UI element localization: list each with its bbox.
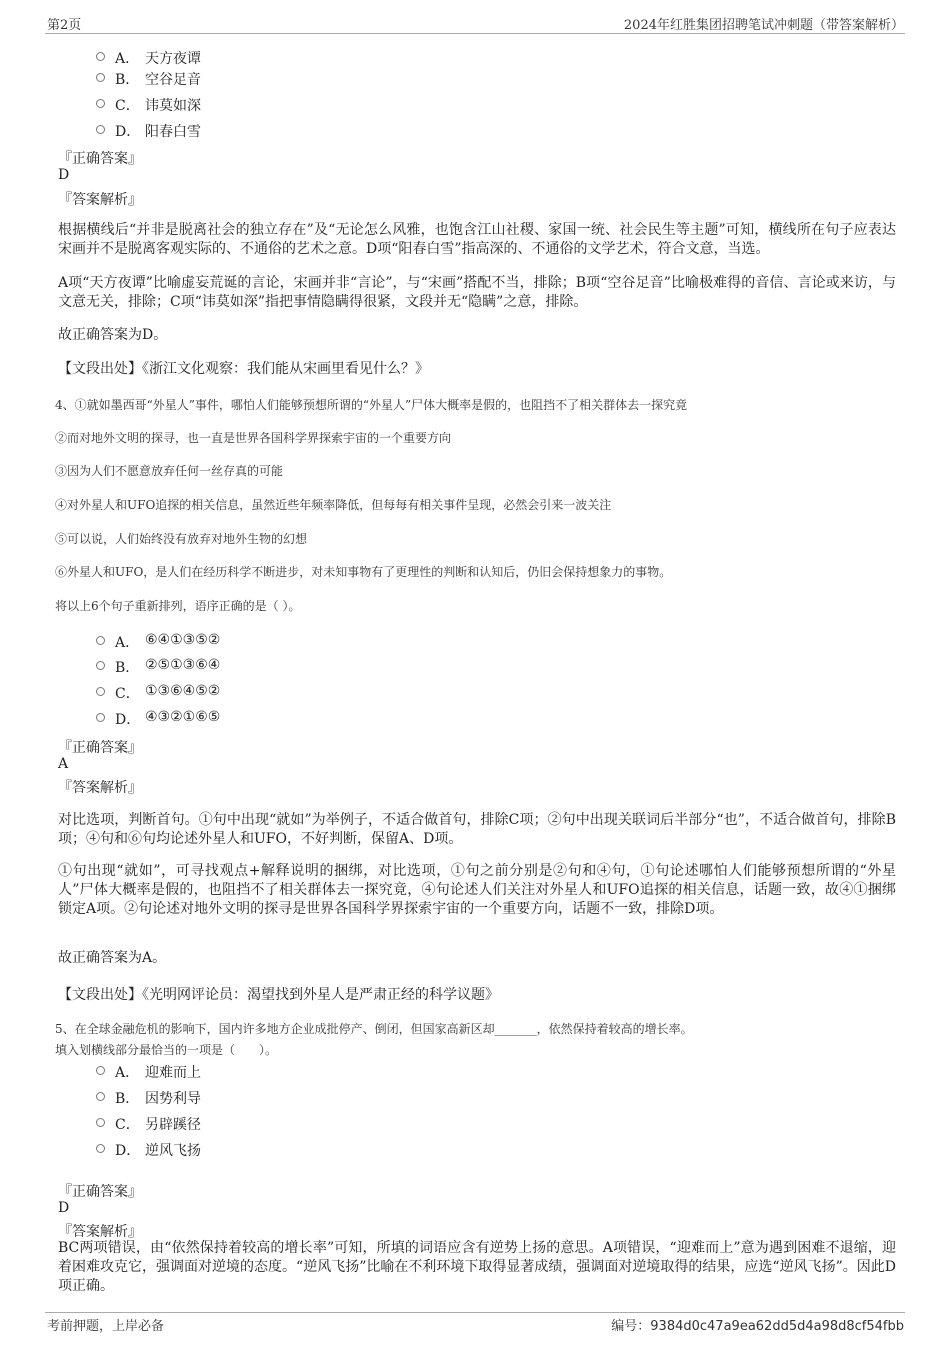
q4-sentence-5: ⑤可以说，人们始终没有放弃对地外生物的幻想 [55, 532, 308, 546]
radio-icon[interactable] [96, 661, 105, 670]
q4-analysis-para-3: 故正确答案为A。 [58, 950, 167, 966]
page-number: 第2页 [47, 18, 82, 33]
q5-analysis-para-1: BC两项错误，由“依然保持着较高的增长率”可知，所填的词语应含有逆势上扬的意思。A项错误，“迎难而上”意为遇到困难不退缩，迎着困难攻克它，强调面对逆境的态度。“逆风飞扬”比喻在不利环境下取得显著成绩，强调面对逆境取得的结果，应选“逆风飞扬”。因此D项正确。 [58, 1240, 896, 1294]
doc-title: 2024年红胜集团招聘笔试冲刺题（带答案解析） [623, 18, 904, 33]
q3-source: 【文段出处】《浙江文化观察：我们能从宋画里看见什么？》 [58, 361, 429, 377]
q3-correct-label: 『正确答案』 [58, 151, 142, 167]
footer-code [611, 1315, 904, 1334]
radio-icon[interactable] [96, 73, 105, 82]
footer-divider [45, 1312, 905, 1313]
radio-icon[interactable] [96, 99, 105, 108]
q3-analysis-para-3: 故正确答案为D。 [58, 327, 168, 343]
radio-icon[interactable] [96, 636, 105, 645]
radio-icon[interactable] [96, 125, 105, 134]
q4-sentence-1: 4、①就如墨西哥“外星人”事件，哪怕人们能够预想所谓的“外星人”尸体大概率是假的，也阻挡不了相关群体去一探究竟 [55, 398, 688, 412]
q3-analysis-para-1: 根据横线后“并非是脱离社会的独立存在”及“无论怎么风雅，也饱含江山社稷、家国一统、社会民生等主题”可知，横线所在句子应表达宋画并不是脱离客观实际的、不通俗的艺术之意。D项“阳春白雪”指高深的、不通俗的文学艺术，符合文意，当选。 [58, 222, 896, 257]
footer-code-label: 编号： [611, 1319, 651, 1334]
radio-icon[interactable] [96, 1066, 105, 1075]
q5-answer: D [58, 1200, 70, 1216]
q5-analysis-label: 『答案解析』 [58, 1224, 142, 1240]
radio-icon[interactable] [96, 687, 105, 696]
q4-analysis-para-2: ①句出现“就如”，可寻找观点+解释说明的捆绑，对比选项，①句之前分别是②句和④句，①句论述哪怕人们能够预想所谓的“外星人”尸体大概率是假的，也阻挡不了相关群体去一探究竟，④句论述人们关注对外星人和UFO追探的相关信息，话题一致，故④①捆绑锁定A项。②句论述对地外文明的探寻是世界各国科学界探索宇宙的一个重要方向，话题不一致，排除D项。 [58, 863, 896, 917]
q4-analysis-label: 『答案解析』 [58, 780, 142, 796]
header-divider [45, 33, 905, 34]
q4-sentence-2: ②而对地外文明的探寻，也一直是世界各国科学界探索宇宙的一个重要方向 [55, 431, 452, 445]
q5-prompt: 填入划横线部分最恰当的一项是（ ）。 [55, 1043, 278, 1057]
radio-icon[interactable] [96, 1118, 105, 1127]
q4-sentence-3: ③因为人们不愿意放弃任何一丝存真的可能 [55, 464, 284, 478]
q5-correct-label: 『正确答案』 [58, 1184, 142, 1200]
q4-sentence-6: ⑥外星人和UFO，是人们在经历科学不断进步，对未知事物有了更理性的判断和认知后，仍旧会保持想象力的事物。 [55, 565, 672, 579]
radio-icon[interactable] [96, 1144, 105, 1153]
radio-icon[interactable] [96, 1092, 105, 1101]
q4-source: 【文段出处】《光明网评论员：渴望找到外星人是严肃正经的科学议题》 [58, 987, 499, 1003]
footer-code-value: 9384d0c47a9ea62dd5d4a98d8cf54fbb [650, 1319, 904, 1334]
q3-analysis-label: 『答案解析』 [58, 192, 142, 208]
q4-analysis-para-1: 对比选项，判断首句。①句中出现“就如”为举例子，不适合做首句，排除C项；②句中出现关联词后半部分“也”，不适合做首句，排除B项；④句和⑥句均论述外星人和UFO，不好判断，保留A、D项。 [58, 812, 896, 847]
q4-correct-label: 『正确答案』 [58, 740, 142, 756]
footer-slogan: 考前押题，上岸必备 [47, 1319, 165, 1334]
q3-answer: D [58, 167, 70, 183]
q3-analysis-para-2: A项“天方夜谭”比喻虚妄荒诞的言论，宋画并非“言论”，与“宋画”搭配不当，排除；B项“空谷足音”比喻极难得的音信、言论或来访，与文意无关，排除；C项“讳莫如深”指把事情隐瞒得很紧，文段并无“隐瞒”之意，排除。 [58, 275, 896, 310]
page: 第2页 2024年红胜集团招聘笔试冲刺题（带答案解析） A． 天方夜谭 B． 空谷足音 C． 讳莫如深 D． 阳春白雪 『正确答案』 D 『答案解析』 根据横线后“并非是脱离社会的独立存在”及“无论怎么风雅，也饱含江山社稷、家国一统、社会民生等主题”可知，横线所在句子应表达宋画并不是脱离客观实际的、不通俗的艺术之意。D项“阳春白雪”指高深的、不通俗的文学艺术，符合文意，当选。 A项“天方夜谭”比喻虚妄荒诞的言论，宋画并非“言论”，与“宋画”搭配不当，排除；B项“空谷足音”比喻极难得的音信、言论或来访，与文意无关，排除；C项“讳莫如深”指把事情隐瞒得很紧，文段并无“隐瞒”之意，排除。 故正确答案为D。 【文段出处】《浙江文化观察：我们能从宋画里看见什么？》 4、①就如墨西哥“外星人”事件，哪怕人们能够预想所谓的“外星人”尸体大概率是假的，也阻挡不了相关群体去一探究竟 ②而对地外文明的探寻，也一直是世界各国科学界探索宇宙的一个重要方向 ③因为人们不愿意放弃任何一丝存真的可能 ④对外星人和UFO追探的相关信息，虽然近些年频率降低，但每每有相关事件呈现，必然会引来一波关注 ⑤可以说，人们始终没有放弃对地外生物的幻想 ⑥外星人和UFO，是人们在经历科学不断进步，对未知事物有了更理性的判断和认知后，仍旧会保持想象力的事物。 将以上6个句子重新排列，语序正确的是（ ）。 A． ⑥④①③⑤② B． ②⑤①③⑥④ C． ①③⑥④⑤② D． ④③②①⑥⑤ 『正确答案』 A 『答案解析』 对比选项，判断首句。①句中出现“就如”为举例子，不适合做首句，排除C项；②句中出现关联词后半部分“也”，不适合做首句，排除B项；④句和⑥句均论述外星人和UFO，不好判断，保留A、D项。 ①句出现“就如”，可寻找观点+解释说明的捆绑，对比选项，①句之前分别是②句和④句，①句论述哪怕人们能够预想所谓的“外星人”尸体大概率是假的，也阻挡不了相关群体去一探究竟，④句论述人们关注对外星人和UFO追探的相关信息，话题一致，故④①捆绑锁定A项。②句论述对地外文明的探寻是世界各国科学界探索宇宙的一个重要方向，话题不一致，排除D项。 故正确答案为A。 【文段出处】《光明网评论员：渴望找到外星人是严肃正经的科学议题》 5、在全球金融危机的影响下，国内许多地方企业成批停产、倒闭，但国家高新区却_______，依然保持着较高的增长率。 填入划横线部分最恰当的一项是（ ）。 A． 迎难而上 B． 因势利导 C． 另辟蹊径 D． 逆风飞扬 『正确答案』 D 『答案解析』 BC两项错误，由“依然保持着较高的增长率”可知，所填的词语应含有逆势上扬的意思。A项错误，“迎难而上”意为遇到困难不退缩，迎着困难攻克它，强调面对逆境的态度。“逆风飞扬”比喻在不利环境下取得显著成绩，强调面对逆境取得的结果，应选“逆风飞扬”。因此D项正确。 考前押题，上岸必备 编号：9384d0c47a9ea62dd5d4a98d8cf54fbb [0, 0, 950, 1345]
radio-icon[interactable] [96, 713, 105, 722]
q4-sentence-4: ④对外星人和UFO追探的相关信息，虽然近些年频率降低，但每每有相关事件呈现，必然会引来一波关注 [55, 498, 612, 512]
radio-icon[interactable] [96, 52, 105, 61]
q4-answer: A [58, 756, 69, 772]
q5-stem: 5、在全球金融危机的影响下，国内许多地方企业成批停产、倒闭，但国家高新区却_______，依然保持着较高的增长率。 [55, 1022, 693, 1036]
q4-prompt: 将以上6个句子重新排列，语序正确的是（ ）。 [55, 599, 301, 613]
